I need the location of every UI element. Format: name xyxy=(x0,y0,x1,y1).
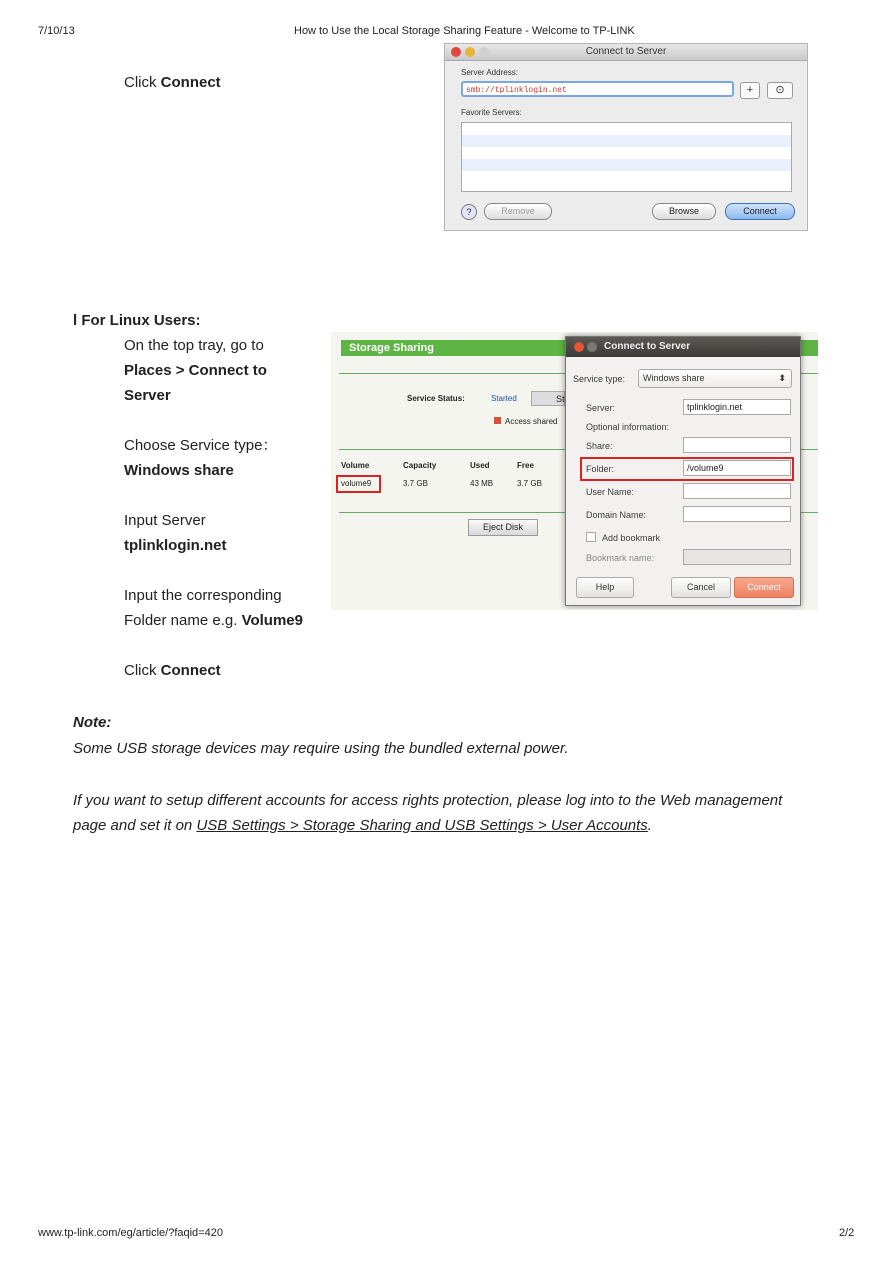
service-status-value: Started xyxy=(491,394,517,403)
user-name-input[interactable] xyxy=(683,483,791,499)
note-label: Note: xyxy=(73,714,112,731)
cancel-button[interactable]: Cancel xyxy=(671,577,731,598)
help-button[interactable]: Help xyxy=(576,577,634,598)
mac-connect-dialog-screenshot xyxy=(444,43,808,231)
share-label: Share: xyxy=(586,441,613,451)
close-icon xyxy=(451,47,461,57)
zoom-icon xyxy=(479,47,489,57)
note-paragraph xyxy=(73,788,833,838)
help-icon[interactable]: ? xyxy=(461,204,477,220)
step-1-path-a: Places > Connect to xyxy=(124,362,267,379)
add-bookmark-checkbox[interactable]: Add bookmark xyxy=(586,532,660,543)
mac-dialog-titlebar xyxy=(445,44,807,61)
step-2-value: Windows share xyxy=(124,462,234,479)
minimize-icon[interactable] xyxy=(587,342,597,352)
checkbox-icon xyxy=(586,532,596,542)
step-2-text: Choose Service type： xyxy=(124,437,278,454)
step-1-path-b: Server xyxy=(124,387,171,404)
mac-step-connect: Click Connect xyxy=(124,74,221,91)
eject-disk-button[interactable]: Eject Disk xyxy=(468,519,538,536)
checkbox-icon xyxy=(494,417,501,424)
bookmark-name-input[interactable] xyxy=(683,549,791,565)
service-type-label: Service type: xyxy=(573,374,626,384)
server-input[interactable]: tplinklogin.net xyxy=(683,399,791,415)
add-favorite-button[interactable]: + xyxy=(740,82,760,99)
server-address-label: Server Address: xyxy=(461,68,518,77)
note-paragraph-line-2: page and set it on USB Settings > Storage Sharing and USB Settings > User Accounts. xyxy=(73,817,652,834)
step-5-line: Click Connect xyxy=(124,662,221,679)
favorite-servers-label: Favorite Servers: xyxy=(461,108,522,117)
step-4-text-a: Input the corresponding xyxy=(124,587,282,604)
storage-sharing-bar: Storage Sharing xyxy=(341,340,818,356)
chevron-updown-icon: ⬍ xyxy=(778,373,786,383)
note-paragraph-line-1: If you want to setup different accounts for access rights protection, please log into to the Web management xyxy=(73,792,783,809)
col-volume: Volume xyxy=(341,461,370,470)
server-label: Server: xyxy=(586,403,616,413)
col-free: Free xyxy=(517,461,534,470)
row-volume: volume9 xyxy=(341,479,372,488)
folder-input[interactable]: /volume9 xyxy=(683,460,791,476)
domain-name-label: Domain Name: xyxy=(586,510,647,520)
ubuntu-dialog-titlebar xyxy=(566,337,800,357)
col-used: Used xyxy=(470,461,490,470)
page-title: How to Use the Local Storage Sharing Feature - Welcome to TP-LINK xyxy=(294,25,635,37)
step-1-text: On the top tray, go to xyxy=(124,337,264,354)
linux-steps xyxy=(124,333,324,683)
step-3-text: Input Server xyxy=(124,512,206,529)
page-number: 2/2 xyxy=(839,1227,855,1239)
ubuntu-connect-dialog xyxy=(565,336,801,606)
optional-info-label: Optional information: xyxy=(586,422,670,432)
linux-screenshot xyxy=(331,332,818,610)
ubuntu-dialog-title: Connect to Server xyxy=(604,341,691,352)
minimize-icon xyxy=(465,47,475,57)
note-line: Some USB storage devices may require using the bundled external power. xyxy=(73,740,569,757)
folder-label: Folder: xyxy=(586,464,615,474)
stop-button[interactable]: St xyxy=(531,391,565,406)
favorite-servers-list[interactable] xyxy=(461,122,792,192)
usb-settings-link[interactable]: USB Settings > Storage Sharing and USB Settings > User Accounts xyxy=(196,817,648,834)
share-input[interactable] xyxy=(683,437,791,453)
remove-button[interactable]: Remove xyxy=(484,203,552,220)
mac-dialog-title: Connect to Server xyxy=(585,46,667,57)
close-icon[interactable] xyxy=(574,342,584,352)
browse-button[interactable]: Browse xyxy=(652,203,716,220)
service-type-select[interactable]: Windows share ⬍ xyxy=(638,369,792,388)
connect-button[interactable]: Connect xyxy=(734,577,794,598)
domain-name-input[interactable] xyxy=(683,506,791,522)
recent-servers-button[interactable] xyxy=(767,82,793,99)
print-date: 7/10/13 xyxy=(38,25,75,37)
clock-icon: ⊙ xyxy=(775,84,785,96)
bookmark-name-label: Bookmark name: xyxy=(586,553,655,563)
service-status-label: Service Status: xyxy=(407,394,465,403)
access-shared-checkbox[interactable]: Access shared xyxy=(494,417,557,426)
footer-url: www.tp-link.com/eg/article/?faqid=420 xyxy=(38,1227,223,1239)
user-name-label: User Name: xyxy=(586,487,635,497)
connect-button[interactable]: Connect xyxy=(725,203,795,220)
row-used: 43 MB xyxy=(470,479,494,488)
step-3-value: tplinklogin.net xyxy=(124,537,227,554)
server-address-input[interactable]: smb://tplinklogin.net xyxy=(461,81,734,97)
step-4-line: Folder name e.g. Volume9 xyxy=(124,612,303,629)
row-capacity: 3.7 GB xyxy=(403,479,428,488)
row-free: 3.7 GB xyxy=(517,479,542,488)
col-capacity: Capacity xyxy=(403,461,437,470)
linux-heading: l For Linux Users: xyxy=(73,312,201,329)
